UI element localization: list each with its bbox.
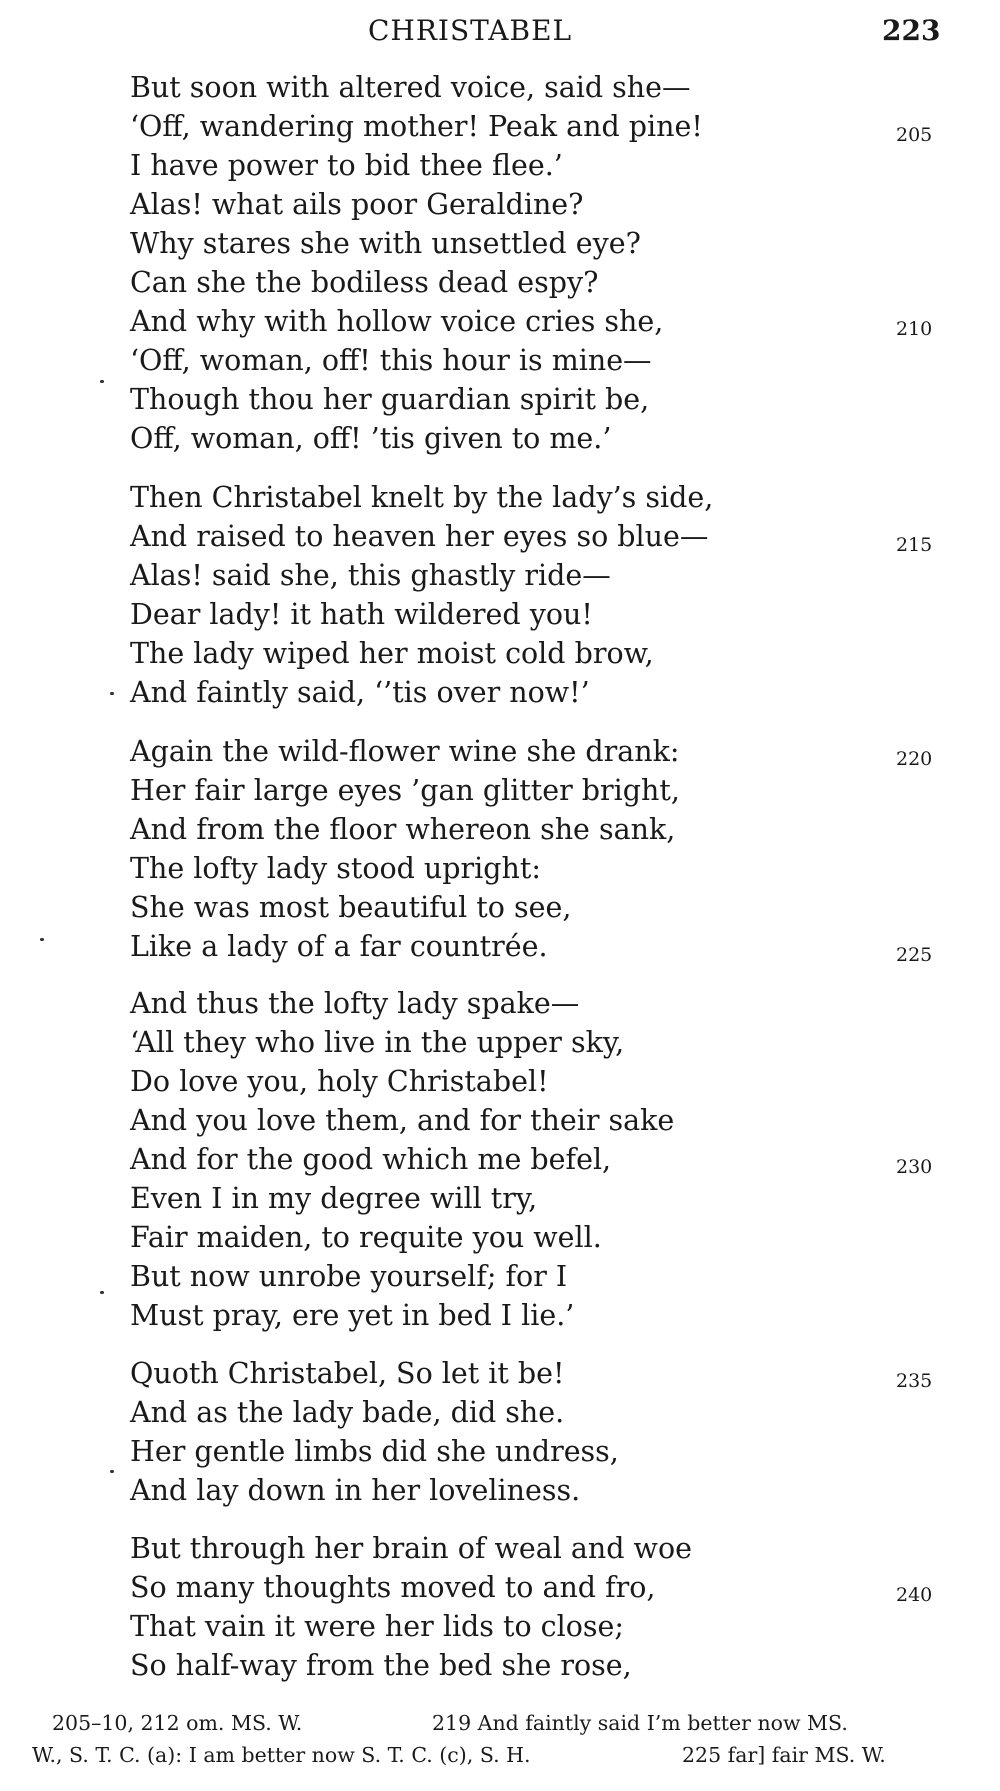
verse-line: ‘Off, wandering mother! Peak and pine! <box>130 110 703 143</box>
verse-line: Fair maiden, to requite you well. <box>130 1221 602 1254</box>
line-number: 225 <box>896 944 933 966</box>
verse-line: And raised to heaven her eyes so blue— <box>130 520 709 553</box>
verse-line: Her gentle limbs did she undress, <box>130 1435 619 1468</box>
stray-ink-mark <box>100 380 104 383</box>
verse-line: Like a lady of a far countrée. <box>130 930 548 963</box>
verse-line: Do love you, holy Christabel! <box>130 1065 549 1098</box>
verse-line: So half-way from the bed she rose, <box>130 1649 632 1682</box>
line-number: 235 <box>896 1370 933 1392</box>
verse-line: And you love them, and for their sake <box>130 1104 675 1137</box>
verse-line: That vain it were her lids to close; <box>130 1610 624 1643</box>
line-number: 215 <box>896 534 933 556</box>
verse-line: ‘All they who live in the upper sky, <box>130 1026 625 1059</box>
verse-line: And as the lady bade, did she. <box>130 1396 565 1429</box>
verse-line: The lady wiped her moist cold brow, <box>130 637 654 670</box>
verse-line: But soon with altered voice, said she— <box>130 71 691 104</box>
stray-ink-mark <box>110 692 114 695</box>
verse-line: She was most beautiful to see, <box>130 891 572 924</box>
running-head <box>0 14 1000 54</box>
verse-line: Dear lady! it hath wildered you! <box>130 598 593 631</box>
verse-line: ‘Off, woman, off! this hour is mine— <box>130 344 652 377</box>
footnote: 205–10, 212 om. MS. W. <box>52 1711 303 1735</box>
verse-line: Off, woman, off! ’tis given to me.’ <box>130 422 612 455</box>
verse-line: So many thoughts moved to and fro, <box>130 1571 656 1604</box>
line-number: 205 <box>896 124 933 146</box>
line-number: 240 <box>896 1584 933 1606</box>
verse-line: Must pray, ere yet in bed I lie.’ <box>130 1299 575 1332</box>
verse-line: Her fair large eyes ’gan glitter bright, <box>130 774 680 807</box>
stray-ink-mark <box>110 1470 114 1473</box>
stray-ink-mark <box>40 938 44 941</box>
footnote: 225 far] fair MS. W. <box>682 1743 886 1767</box>
verse-line: Why stares she with unsettled eye? <box>130 227 641 260</box>
running-title: CHRISTABEL <box>368 14 573 47</box>
line-number: 220 <box>896 748 933 770</box>
verse-line: And from the floor whereon she sank, <box>130 813 676 846</box>
footnote: 219 And faintly said I’m better now MS. <box>432 1711 848 1735</box>
verse-line: I have power to bid thee flee.’ <box>130 149 563 182</box>
verse-line: Quoth Christabel, So let it be! <box>130 1357 565 1390</box>
verse-line: Even I in my degree will try, <box>130 1182 538 1215</box>
verse-line: And faintly said, ‘’tis over now!’ <box>130 676 590 709</box>
line-number: 230 <box>896 1156 933 1178</box>
stray-ink-mark <box>100 1291 104 1294</box>
footnote: W., S. T. C. (a): I am better now S. T. C. (c), S. H. <box>32 1743 531 1767</box>
page-number: 223 <box>882 14 941 47</box>
verse-line: Alas! said she, this ghastly ride— <box>130 559 611 592</box>
verse-line: Again the wild-flower wine she drank: <box>130 735 680 768</box>
verse-line: Can she the bodiless dead espy? <box>130 266 599 299</box>
verse-line: The lofty lady stood upright: <box>130 852 541 885</box>
verse-line: And why with hollow voice cries she, <box>130 305 664 338</box>
verse-line: But now unrobe yourself; for I <box>130 1260 568 1293</box>
verse-line: Though thou her guardian spirit be, <box>130 383 650 416</box>
verse-line: Then Christabel knelt by the lady’s side, <box>130 481 714 514</box>
verse-line: And lay down in her loveliness. <box>130 1474 581 1507</box>
verse-line: Alas! what ails poor Geraldine? <box>130 188 584 221</box>
verse-line: And thus the lofty lady spake— <box>130 987 580 1020</box>
verse-line: But through her brain of weal and woe <box>130 1532 692 1565</box>
line-number: 210 <box>896 318 933 340</box>
verse-line: And for the good which me befel, <box>130 1143 612 1176</box>
